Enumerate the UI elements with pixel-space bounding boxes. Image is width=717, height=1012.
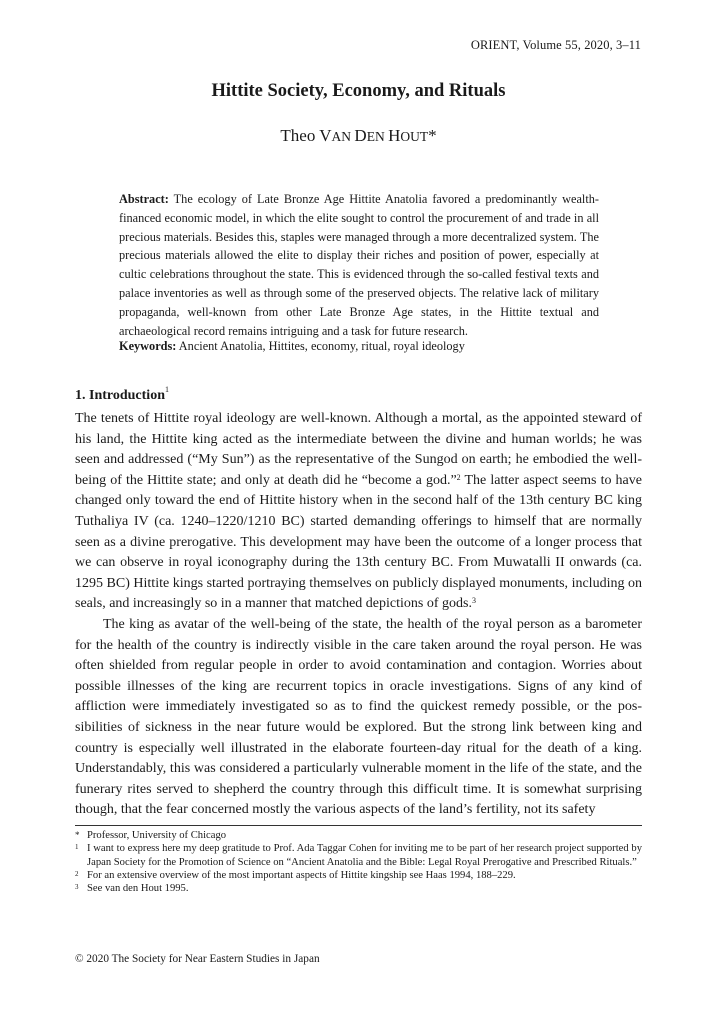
- author-first-name: Theo: [280, 126, 320, 145]
- footnote-2: [75, 869, 642, 882]
- footnote-ref-3: 3: [471, 596, 476, 606]
- author-name: [0, 126, 717, 146]
- author-footnote-star: *: [428, 126, 437, 145]
- footnote-text: See van den Hout 1995.: [87, 883, 189, 895]
- author-surname-an: AN: [331, 129, 355, 144]
- paragraph-2: The king as avatar of the well-being of the state, the health of the royal person as a barometer for the health of the country is indirectly visible in the care taken around the royal person. He was often shielded from regular people in order to avoid contamination and contagion. Worries about possible illnesses of the king are recurrent topics in oracle investigations. Signs of any kind of affliction were immediately investigated so as to find the quickest remedy possible, or the possibilities of sickness in the near future would be explored. But the strong link between king and country is especially well illustrated in the elaborate fourteen-day ritual for the death of a king. Understandably, this was considered a particularly vulnerable moment in the life of the state, and the funerary rites served to shepherd the country through this difficult time. It is somewhat surprising though, that the fear concerned mostly the various aspects of the land’s fertility, not its safety: [75, 616, 642, 818]
- paragraph-1: [75, 409, 642, 615]
- footnote-mark: 3: [75, 883, 79, 892]
- footnote-mark: *: [75, 830, 80, 840]
- author-surname-en: EN: [366, 129, 389, 144]
- article-title: Hittite Society, Economy, and Rituals: [211, 81, 506, 101]
- author-surname-v: V: [319, 126, 332, 145]
- author-surname-d: D: [354, 126, 367, 145]
- footnote-ref-2: 2: [456, 472, 461, 482]
- abstract-text: The ecology of Late Bronze Age Hittite Anatolia favored a predominantly wealth-financed economic model, in which the elite sought to control the procurement of and trade in all precious materials. Besides this, staples were managed through a more decentralized system. The precious materials allowed the elite to display their riches and position of power, especially at cultic celebrations throughout the state. This is evidenced through the so-called festival texts and palace inventories as well as through some of the preserved objects. The relative lack of military propaganda, well-known from other Late Bronze Age states, in the Hittite textual and archaeological record remains intriguing and a task for future research.: [119, 192, 599, 338]
- footnote-text: Professor, University of Chicago: [87, 830, 227, 841]
- copyright-notice: © 2020 The Society for Near Eastern Studies in Japan: [75, 953, 320, 965]
- footnote-ref-1: 1: [164, 385, 169, 394]
- body-text: [75, 409, 642, 821]
- author-surname-h: H: [388, 126, 401, 145]
- abstract-label: Abstract:: [119, 192, 169, 206]
- footnote-1: [75, 842, 642, 869]
- footnote-text: For an extensive overview of the most important aspects of Hittite kingship see Haas 1994, 188–229.: [87, 869, 516, 881]
- section-heading-text: 1. Introduction: [75, 388, 165, 403]
- footnote-text: I want to express here my deep gratitude to Prof. Ada Taggar Cohen for inviting me to be part of her research project supported by Japan Society for the Promotion of Science on “Ancient Anatolia and the Bible: Legal Royal Prerogative and Prescribed Rituals.”: [87, 843, 642, 868]
- keywords-text: Ancient Anatolia, Hittites, economy, ritual, royal ideology: [176, 339, 465, 353]
- author-surname-out: OUT: [400, 129, 429, 144]
- footnote-3: [75, 882, 642, 895]
- keywords: [119, 337, 599, 356]
- footnotes: [75, 829, 642, 895]
- footnote-mark: 1: [75, 843, 79, 852]
- running-head: ORIENT, Volume 55, 2020, 3–11: [470, 38, 641, 52]
- section-heading: [75, 385, 169, 404]
- footnote-star: [75, 829, 642, 842]
- footnote-mark: 2: [75, 869, 79, 878]
- abstract: [119, 190, 599, 340]
- paragraph-1-text-a: The tenets of Hittite royal ideology are well-known. Although a mortal, as the appointed steward of his land, the Hittite king acted as the intermediate between the divine and human worlds; he was seen and addressed (“My Sun”) as the representative of the Sungod on earth; he embodied the well-being of the Hittite state; and only at death did he “become a god.”: [75, 411, 642, 488]
- paragraph-1-text-b: The latter aspect seems to have changed only toward the end of Hittite history when in the second half of the 13th century BC king Tuthaliya IV (ca. 1240–1220/1210 BC) started demanding offerings to himself that are normally seen as a divine prerogative. This development may have been the outcome of a longer process that we can observe in royal iconography during the 13th century BC. From Muwatalli II onwards (ca. 1295 BC) Hittite kings started portraying themselves on publicly displayed monuments, including on seals, and increasingly so in a manner that matched depictions of gods.: [75, 472, 642, 612]
- footnote-divider: [75, 825, 642, 826]
- keywords-label: Keywords:: [119, 339, 177, 353]
